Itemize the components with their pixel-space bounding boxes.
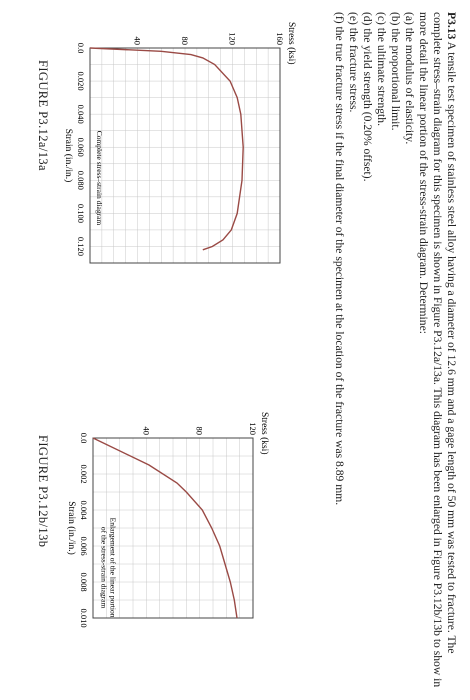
- chartA-xtick-label: 0.080: [76, 170, 86, 190]
- question-d: (d) the yield strength (0.20% offset).: [361, 12, 374, 182]
- problem-paragraph: [416, 12, 458, 688]
- chartB-ytick-label: 80: [194, 426, 205, 435]
- chart-b-xlabel: Strain (in./in.): [66, 501, 76, 555]
- figure-a-caption: FIGURE P3.12a/13a: [36, 60, 50, 171]
- chart-b-annotation-line-2: of the stress-strain diagram: [99, 526, 109, 609]
- problem-statement: [332, 12, 458, 688]
- linear-portion-chart: [65, 400, 275, 630]
- chartA-xtick-label: 0.020: [76, 71, 86, 91]
- problem-number: P3.13: [445, 12, 458, 40]
- chartA-xtick-label: 0.040: [76, 104, 86, 124]
- chart-a-xlabel: Strain (in./in.): [63, 128, 73, 183]
- chart-a-grid: [90, 48, 280, 263]
- chartB-xtick-label: 0.004: [79, 500, 89, 520]
- chart-b-annotation-line-1: Enlargement of the linear portion: [108, 517, 118, 618]
- complete-stress-strain-chart: [62, 20, 302, 270]
- chartB-xtick-label: 0.006: [79, 536, 89, 556]
- question-b: (b) the proportional limit.: [389, 12, 402, 131]
- chartA-ytick-label: 80: [180, 36, 190, 45]
- chartA-ytick-label: 160: [275, 32, 285, 45]
- chart-a-curve: [90, 48, 243, 250]
- chartB-xtick-label: 0.0: [79, 432, 89, 444]
- chartB-xtick-label: 0.010: [79, 608, 89, 628]
- question-e: (e) the fracture stress.: [347, 12, 360, 113]
- chartA-ytick-label: 40: [132, 36, 143, 45]
- chart-a-annotation: Complete stress–strain diagram: [95, 130, 105, 226]
- chart-b-ylabel: Stress (ksi): [259, 412, 269, 455]
- figure-b-caption: FIGURE P3.12b/13b: [36, 435, 50, 548]
- problem-text: A tensile test specimen of stainless steel alloy having a diameter of 12.6 mm and a gage length of 50 mm was tested to fracture. The complete stress–strain diagram for this specimen is shown in Figure P3.12a/13a. This diagram has been enlarged in Figure P3.12b/13b to show in more detail the linear portion of the stress-strain diagram. Determine:: [417, 12, 458, 688]
- question-f: (f) the true fracture stress if the final diameter of the specimen at the location of the fracture was 8.89 mm.: [333, 12, 346, 506]
- chartA-xtick-label: 0.100: [76, 203, 86, 223]
- question-c: (c) the ultimate strength.: [375, 12, 388, 126]
- chart-a-ticks: [76, 32, 285, 256]
- chartB-xtick-label: 0.002: [79, 464, 89, 484]
- chartB-xtick-label: 0.008: [79, 572, 89, 592]
- chartB-ytick-label: 40: [141, 426, 152, 435]
- question-a: (a) the modulus of elasticity.: [403, 12, 416, 145]
- chart-a-ylabel: Stress (ksi): [286, 22, 296, 65]
- chartA-ytick-label: 120: [227, 32, 238, 45]
- chartA-xtick-label: 0.120: [76, 236, 86, 257]
- chartB-ytick-label: 120: [248, 422, 258, 435]
- chartA-xtick-label: 0.060: [76, 137, 86, 157]
- chartA-xtick-label: 0.0: [76, 42, 86, 54]
